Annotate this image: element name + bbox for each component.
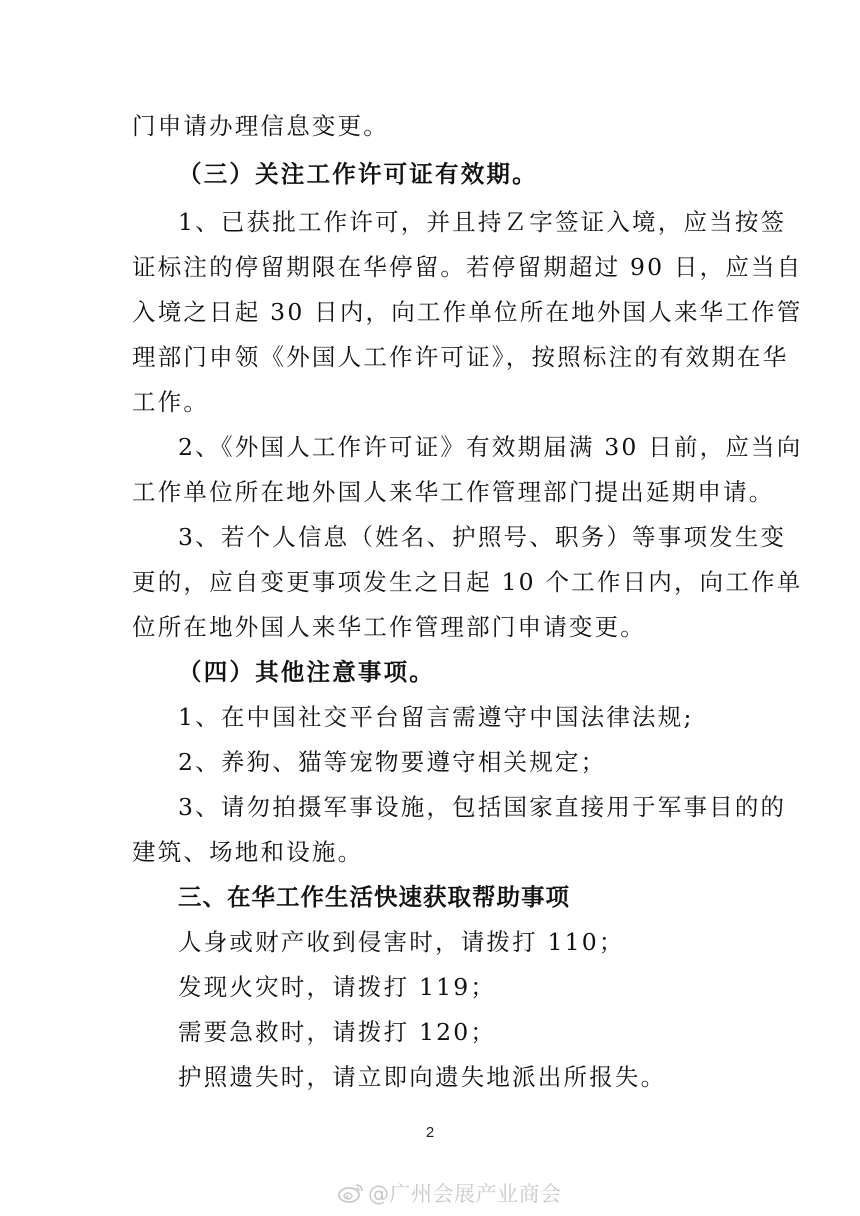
watermark-text: @广州会展产业商会: [368, 1182, 562, 1206]
body-text-line: 工作。: [132, 388, 210, 416]
body-text-line: 需要急救时，请拨打 120；: [178, 1018, 497, 1046]
body-text-line: 理部门申领《外国人工作许可证》，按照标注的有效期在华: [132, 343, 789, 371]
body-text-line: 入境之日起 30 日内，向工作单位所在地外国人来华工作管: [132, 298, 803, 326]
body-text-line: 护照遗失时，请立即向遗失地派出所报失。: [178, 1063, 667, 1091]
body-text-line: 人身或财产收到侵害时，请拨打 110；: [178, 928, 625, 956]
body-text-line: 发现火灾时，请拨打 119；: [178, 973, 497, 1001]
body-text-line: 3、请勿拍摄军事设施，包括国家直接用于军事目的的: [178, 793, 787, 821]
body-text-line: 2、《外国人工作许可证》有效期届满 30 日前，应当向: [178, 433, 803, 461]
body-text-line: 证标注的停留期限在华停留。若停留期超过 90 日，应当自: [132, 253, 803, 281]
body-text-line: 更的，应自变更事项发生之日起 10 个工作日内，向工作单: [132, 568, 803, 596]
body-text-line: 建筑、场地和设施。: [132, 838, 364, 866]
body-text-line: 1、在中国社交平台留言需遵守中国法律法规;: [178, 703, 694, 731]
body-text-line: 位所在地外国人来华工作管理部门申请变更。: [132, 613, 646, 641]
page-number: 2: [425, 1124, 435, 1141]
body-text-line: 1、已获批工作许可，并且持Ｚ字签证入境，应当按签: [178, 208, 787, 236]
body-text-line: 工作单位所在地外国人来华工作管理部门提出延期申请。: [132, 478, 775, 506]
body-text-line: 门申请办理信息变更。: [132, 112, 389, 140]
weibo-icon: [338, 1182, 364, 1204]
section-heading: 三、在华工作生活快速获取帮助事项: [178, 883, 570, 911]
watermark: [338, 1178, 562, 1208]
body-text-line: 2、养狗、猫等宠物要遵守相关规定；: [178, 748, 607, 776]
body-text-line: 3、若个人信息（姓名、护照号、职务）等事项发生变: [178, 523, 787, 551]
section-subheading: （三）关注工作许可证有效期。: [178, 160, 538, 188]
section-subheading: （四）其他注意事项。: [178, 658, 435, 686]
